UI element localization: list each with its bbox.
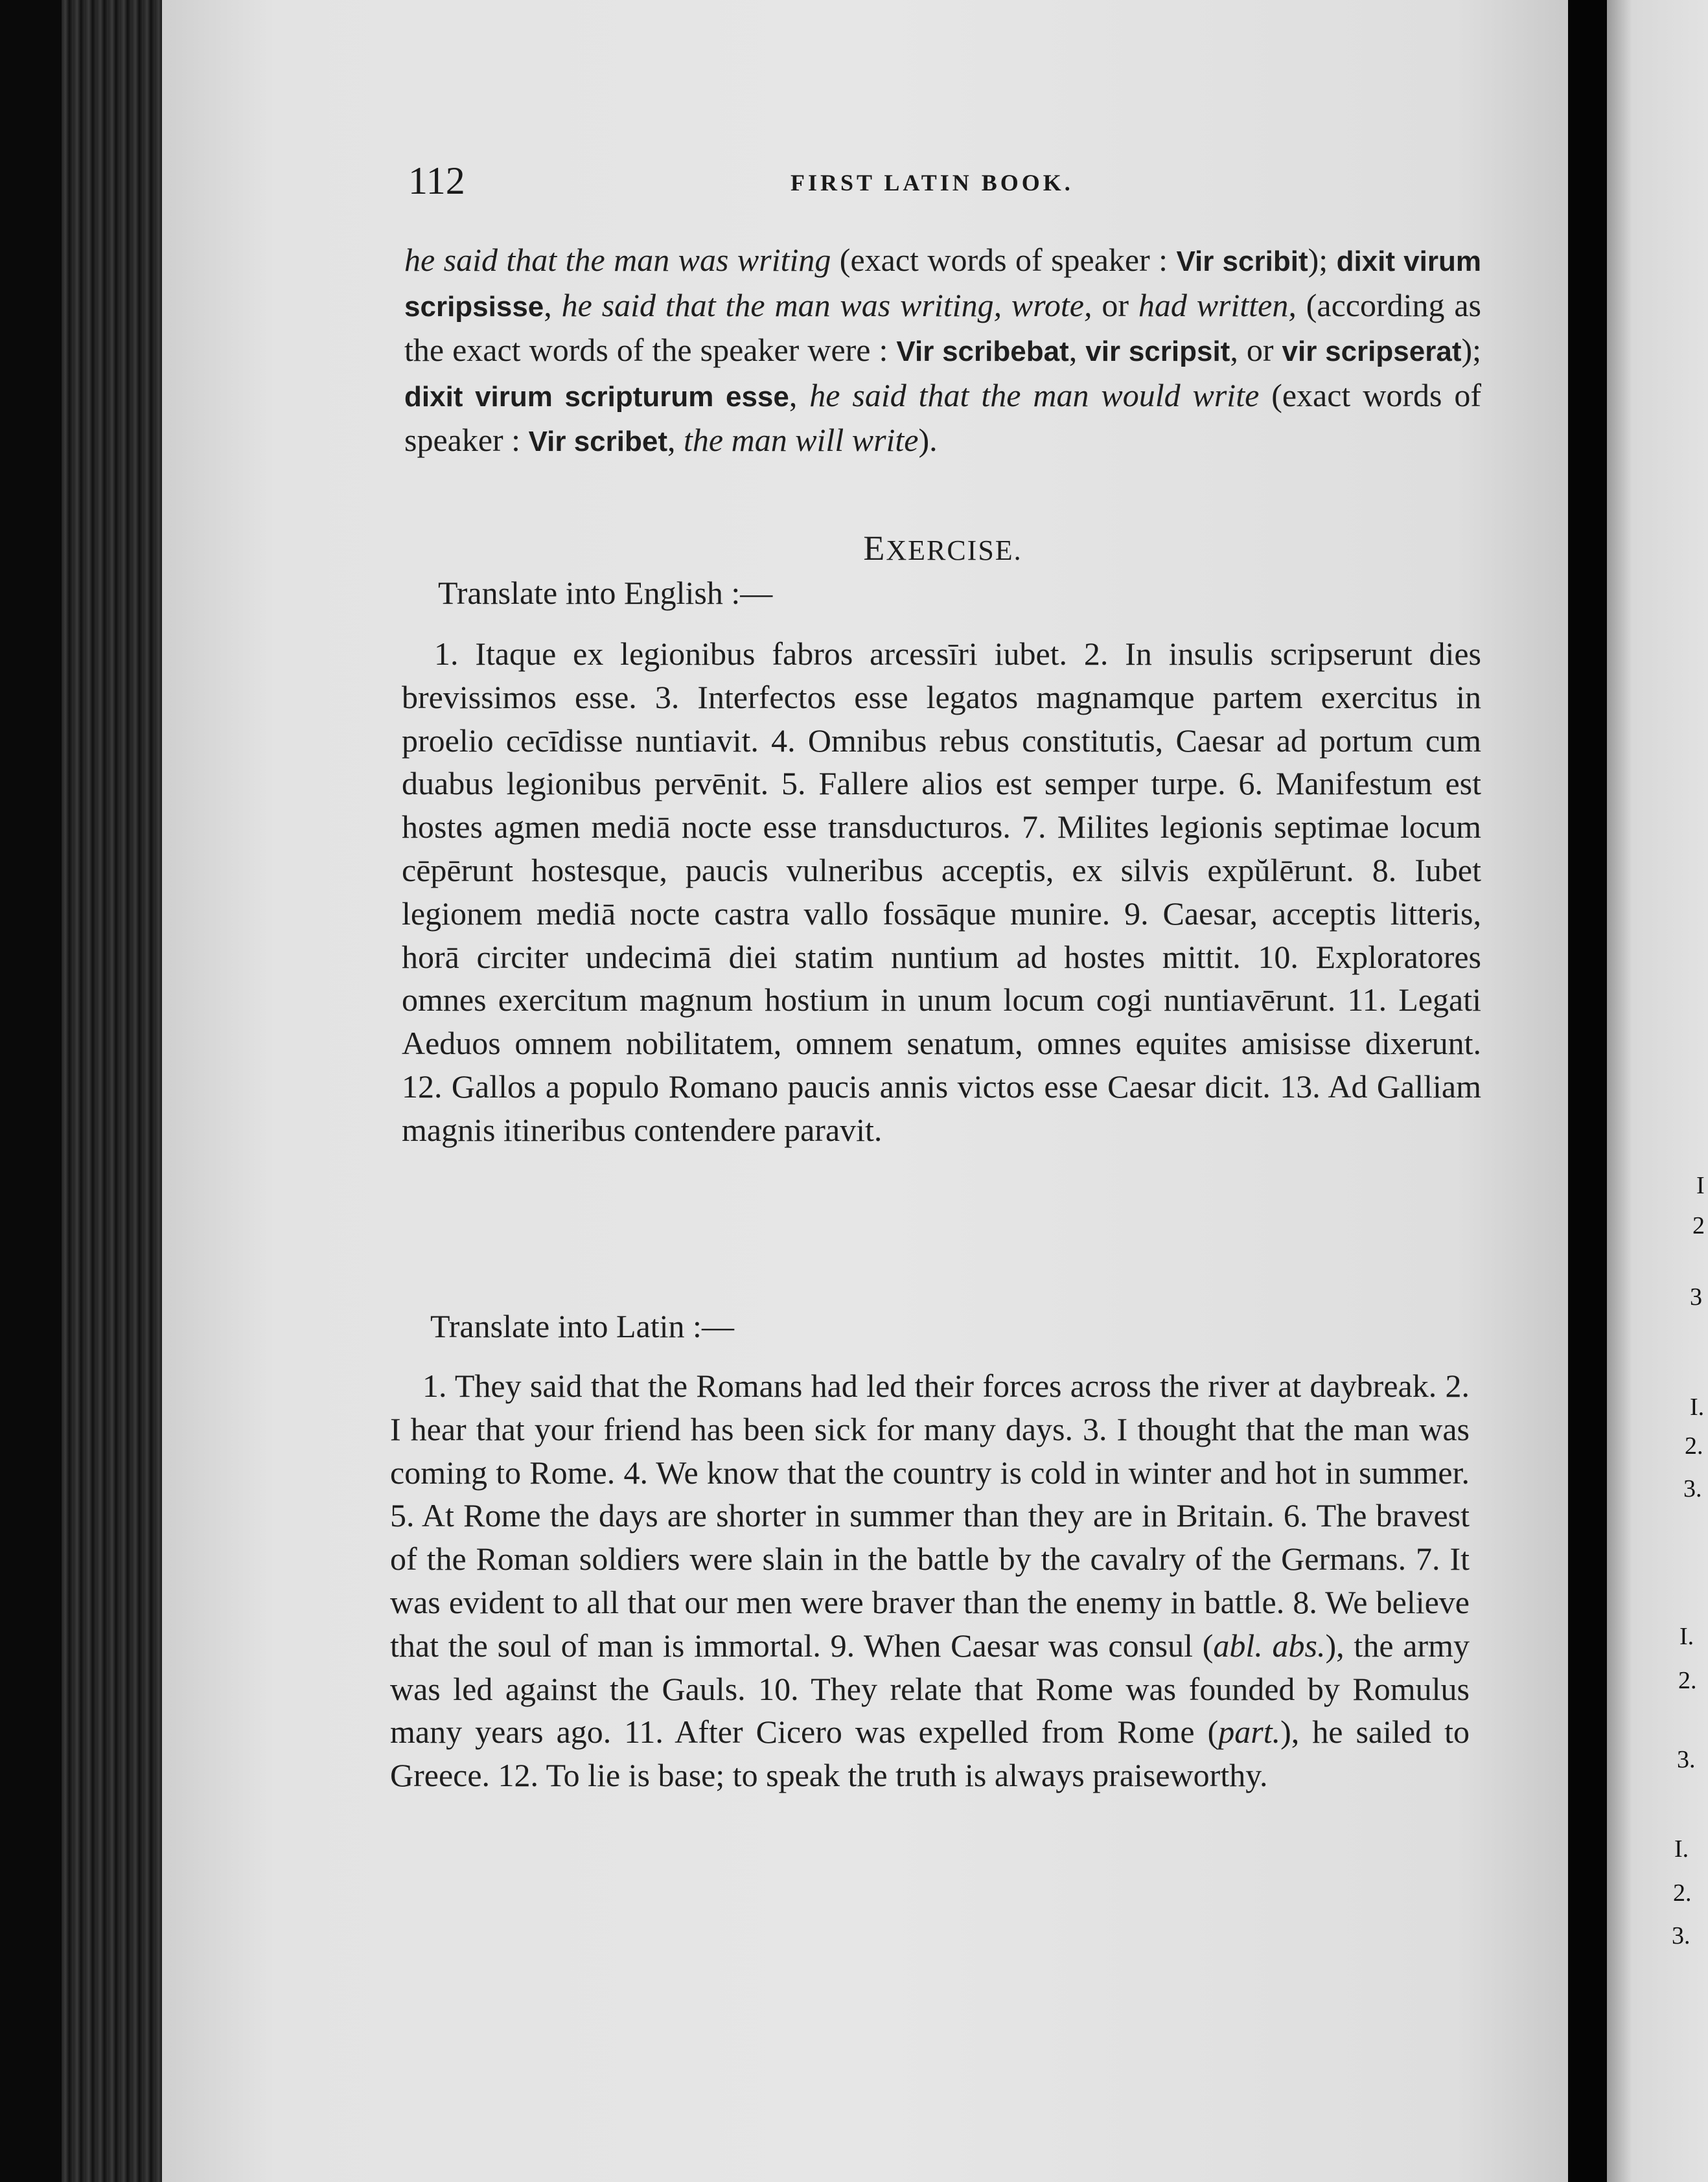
margin-num-5: 2. <box>1685 1432 1703 1460</box>
page-gutter <box>1568 0 1607 2182</box>
intro-t5: dixit virum scripsisse <box>404 246 1481 323</box>
exercise-heading <box>404 528 1481 568</box>
english-section-label: Translate into Latin :— <box>430 1308 734 1344</box>
intro-t13: vir scripsit <box>1085 336 1230 367</box>
intro-t11: Vir scribebat <box>896 336 1069 367</box>
page-number: 112 <box>408 159 465 202</box>
intro-t22: , <box>667 422 684 458</box>
margin-num-11: 2. <box>1673 1879 1692 1907</box>
intro-t6: , <box>544 286 562 323</box>
margin-num-7: I. <box>1679 1623 1694 1650</box>
intro-t9: had written, <box>1138 286 1297 323</box>
intro-t21: Vir scribet <box>528 426 667 457</box>
intro-t8: or <box>1092 286 1138 323</box>
exercise-heading-initial: E <box>863 529 886 568</box>
english-sentences <box>390 1364 1470 1797</box>
exercise-heading-rest: XERCISE. <box>886 534 1022 566</box>
intro-t19: he said that the man would write <box>809 376 1260 413</box>
margin-num-12: 3. <box>1672 1922 1691 1949</box>
intro-t3: Vir scribit <box>1176 246 1308 277</box>
latin-section-label: Translate into English :— <box>438 575 773 611</box>
intro-t20: (exact words of speaker : <box>404 376 1482 458</box>
margin-num-3: 3 <box>1690 1283 1702 1311</box>
intro-t24: ). <box>918 422 938 458</box>
margin-num-6: 3. <box>1683 1475 1702 1502</box>
margin-num-1: I <box>1696 1172 1705 1199</box>
intro-t4: ); <box>1308 242 1337 278</box>
margin-num-8: 2. <box>1678 1667 1697 1694</box>
intro-t12: , <box>1068 332 1086 368</box>
running-head <box>408 159 1477 211</box>
english-part-1: 1. They said that the Romans had led their forces across the river at daybreak. 2. I hear that your friend has been sick for many days. 3. I thought that the man was coming to Rome. 4. We know that the country is cold in winter and hot in summer. 5. At Rome the days are shorter in summer than they are in Britain. 6. The bravest of the Roman soldiers were slain in the battle by the cavalry of the Germans. 7. It was evident to all that our men were braver than the enemy in battle. 8. We believe that the soul of man is immortal. 9. When Caesar was consul ( <box>390 1368 1470 1664</box>
intro-t23: the man will write <box>684 422 919 458</box>
english-abl-abs: abl. abs. <box>1213 1627 1326 1664</box>
book-title: FIRST LATIN BOOK. <box>791 170 1074 196</box>
intro-paragraph <box>404 238 1481 464</box>
margin-num-10: I. <box>1674 1835 1689 1863</box>
page-edges <box>62 0 165 2182</box>
intro-t16: ); <box>1461 332 1482 368</box>
adjacent-page-edge <box>1607 0 1708 2182</box>
latin-sentences: 1. Itaque ex legionibus fabros arcessīri iubet. 2. In insulis scripserunt dies brevissimos esse. 3. Interfectos esse legatos magnamque partem exercitus in proelio cecīdisse nuntiavit. 4. Omnibus rebus constitutis, Caesar ad portum cum duabus legionibus pervēnit. 5. Fallere alios est semper turpe. 6. Manifestum est hostes agmen mediā nocte esse transducturos. 7. Milites legionis septimae locum cēpērunt hostesque, paucis vulneribus acceptis, ex silvis expŭlērunt. 8. Iubet legionem mediā nocte castra vallo fossāque munire. 9. Caesar, acceptis litteris, horā circiter undecimā diei statim nuntium ad hostes mittit. 10. Exploratores omnes exercitum magnum hostium in unum locum cogi nuntiavērunt. 11. Legati Aeduos omnem nobilitatem, omnem senatum, omnes equites amisisse dixerunt. 12. Gallos a populo Romano paucis annis victos esse Caesar dicit. 13. Ad Galliam magnis itineribus contendere paravit. <box>402 636 1481 1148</box>
intro-t18: , <box>789 376 810 413</box>
english-part-3: ), he sailed to Greece. 12. To lie is base; to speak the truth is always praiseworthy. <box>390 1714 1470 1794</box>
english-part-abbr: part. <box>1218 1714 1281 1751</box>
intro-t10: (according as the exact words of the speaker were : <box>404 286 1482 368</box>
intro-t1: he said that the man was writing <box>404 242 831 278</box>
margin-num-2: 2 <box>1692 1212 1705 1239</box>
intro-t17: dixit virum scripturum esse <box>404 380 789 413</box>
margin-num-4: I. <box>1690 1394 1705 1421</box>
intro-t2: (exact words of speaker : <box>831 242 1177 278</box>
intro-t14: , or <box>1230 332 1282 368</box>
english-part-2: ), the army was led against the Gauls. 10. They relate that Rome was founded by Romulus many years ago. 11. After Cicero was expelled from Rome ( <box>390 1627 1470 1751</box>
intro-t7: he said that the man was writing, wrote, <box>561 286 1092 323</box>
intro-t15: vir scripserat <box>1282 336 1462 367</box>
margin-num-9: 3. <box>1677 1746 1696 1773</box>
